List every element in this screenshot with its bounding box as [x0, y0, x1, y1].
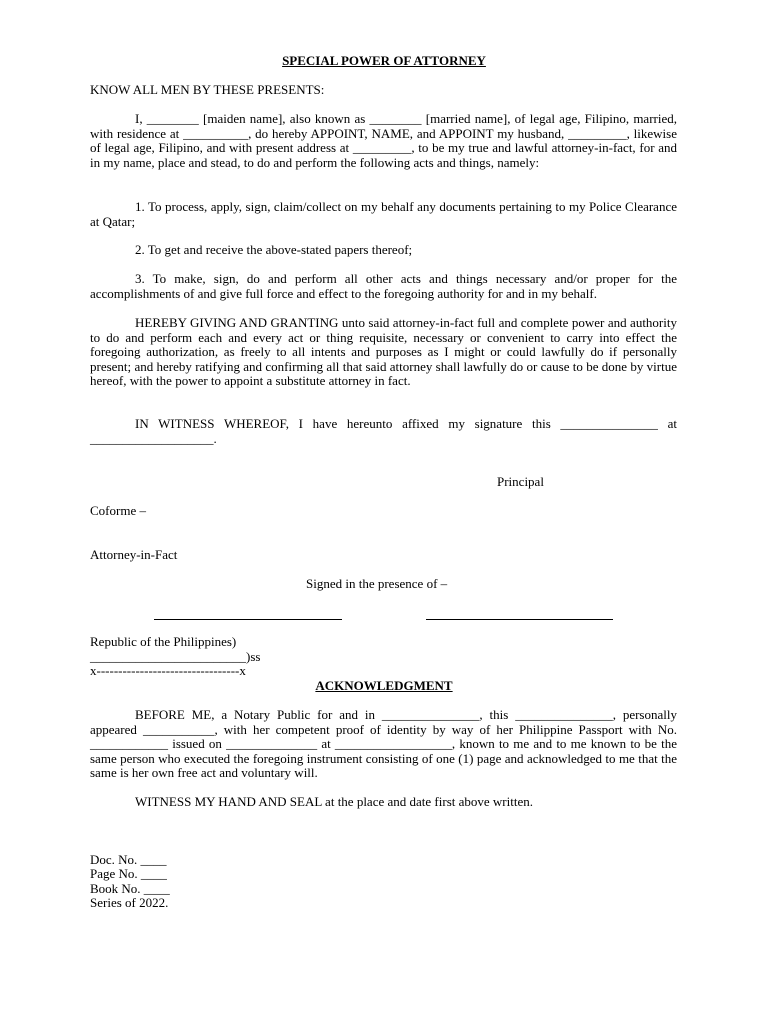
series: Series of 2022. — [90, 895, 169, 910]
acknowledgment-paragraph: BEFORE ME, a Notary Public for and in _______________, this _______________, personally appeared ___________, with her competent proof of identity by way of her Philippine Passport with No. ____________ issued on ______________ at __________________, known to me and to me known to be the same person who executed the foregoing instrument consisting of one (1) page and acknowledged to me that the same is her own free act and voluntary will. — [90, 707, 677, 780]
item-1: 1. To process, apply, sign, claim/collect on my behalf any documents pertaining to my Police Clearance at Qatar; — [90, 199, 677, 229]
signed-in-presence: Signed in the presence of – — [306, 576, 448, 591]
witness-paragraph: IN WITNESS WHEREOF, I have hereunto affixed my signature this _______________ at ___________________. — [90, 416, 677, 446]
doc-no: Doc. No. ____ — [90, 852, 167, 867]
document-title: SPECIAL POWER OF ATTORNEY — [282, 53, 486, 68]
book-no: Book No. ____ — [90, 881, 170, 896]
intro-paragraph: I, ________ [maiden name], also known as ________ [married name], of legal age, Filipino, married, with residence at __________, do hereby APPOINT, NAME, and APPOINT my husband, _________, likewise of legal age, Filipino, and with present address at _________, to be my true and lawful attorney-in-fact, for and in my name, place and stead, to do and perform the following acts and things, namely: — [90, 111, 677, 170]
item-2: 2. To get and receive the above-stated papers thereof; — [135, 242, 413, 257]
venue-divider: x---------------------------------x — [90, 663, 246, 678]
venue-ss: ________________________)ss — [90, 649, 261, 664]
principal-label: Principal — [497, 474, 544, 489]
venue-country: Republic of the Philippines) — [90, 634, 237, 649]
attorney-in-fact-label: Attorney-in-Fact — [90, 547, 178, 562]
witness-signature-line-2 — [426, 606, 613, 620]
granting-paragraph: HEREBY GIVING AND GRANTING unto said attorney-in-fact full and complete power and authority to do and perform each and every act or thing requisite, necessary or convenient to carry into effect the foregoing authorization, as freely to all intents and purposes as I might or could lawfully do if personally present; and hereby ratifying and confirming all that said attorney shall lawfully do or cause to be done by virtue hereof, with the power to appoint a substitute attorney in fact. — [90, 315, 677, 388]
page-no: Page No. ____ — [90, 866, 167, 881]
acknowledgment-title: ACKNOWLEDGMENT — [315, 678, 453, 693]
witness-signature-line-1 — [154, 606, 342, 620]
acknowledgment-witness: WITNESS MY HAND AND SEAL at the place and date first above written. — [135, 794, 533, 809]
item-3: 3. To make, sign, do and perform all other acts and things necessary and/or proper for the accomplishments of and give full force and effect to the foregoing authority for and in my behalf. — [90, 271, 677, 301]
conforme-label: Coforme – — [90, 503, 146, 518]
salutation: KNOW ALL MEN BY THESE PRESENTS: — [90, 82, 325, 97]
